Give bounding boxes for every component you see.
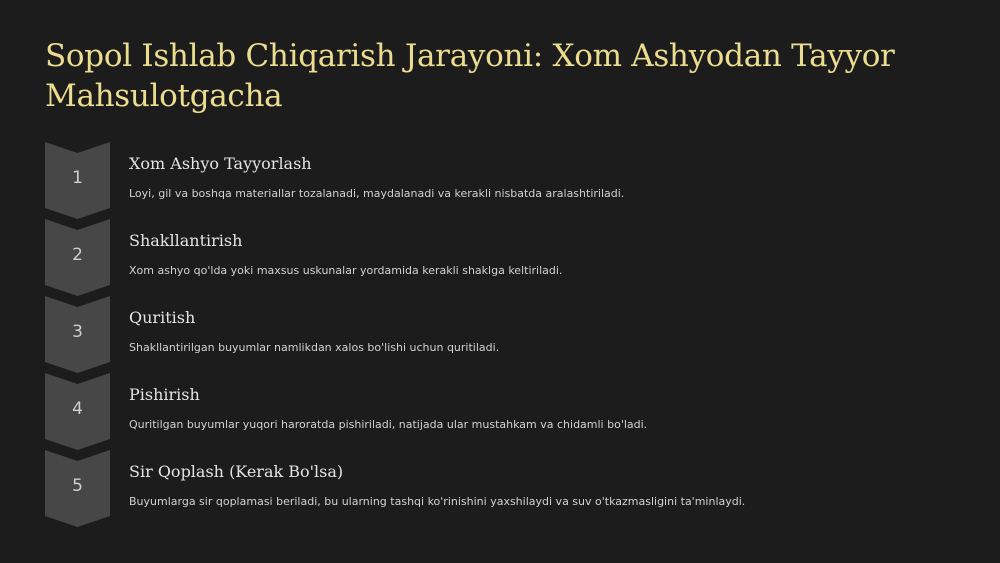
step-description: Buyumlarga sir qoplamasi beriladi, bu ularning tashqi ko'rinishini yaxshilaydi va suv o'tkazmasligini ta'minlaydi.: [129, 495, 746, 508]
step-description: Shakllantirilgan buyumlar namlikdan xalos bo'lishi uchun quritiladi.: [129, 341, 500, 354]
step-number: 5: [72, 476, 83, 496]
step-title: Quritish: [129, 308, 196, 327]
step-number: 2: [72, 245, 83, 265]
step-number: 4: [72, 399, 83, 419]
step-title: Sir Qoplash (Kerak Bo'lsa): [129, 462, 344, 481]
slide-title: Sopol Ishlab Chiqarish Jarayoni: Xom Ashyodan Tayyor Mahsulotgacha: [45, 38, 895, 114]
step-description: Xom ashyo qo'lda yoki maxsus uskunalar yordamida kerakli shaklga keltiriladi.: [129, 264, 563, 277]
process-step: [45, 373, 945, 450]
step-title: Xom Ashyo Tayyorlash: [129, 154, 312, 173]
process-step: [45, 219, 945, 296]
process-step: [45, 296, 945, 373]
step-description: Loyi, gil va boshqa materiallar tozalanadi, maydalanadi va kerakli nisbatda aralashtiriladi.: [129, 187, 625, 200]
process-step: [45, 142, 945, 219]
step-number: 1: [72, 168, 83, 188]
process-step: [45, 450, 945, 527]
step-number: 3: [72, 322, 83, 342]
step-title: Shakllantirish: [129, 231, 243, 250]
step-description: Quritilgan buyumlar yuqori haroratda pishiriladi, natijada ular mustahkam va chidamli bo'ladi.: [129, 418, 648, 431]
step-title: Pishirish: [129, 385, 200, 404]
